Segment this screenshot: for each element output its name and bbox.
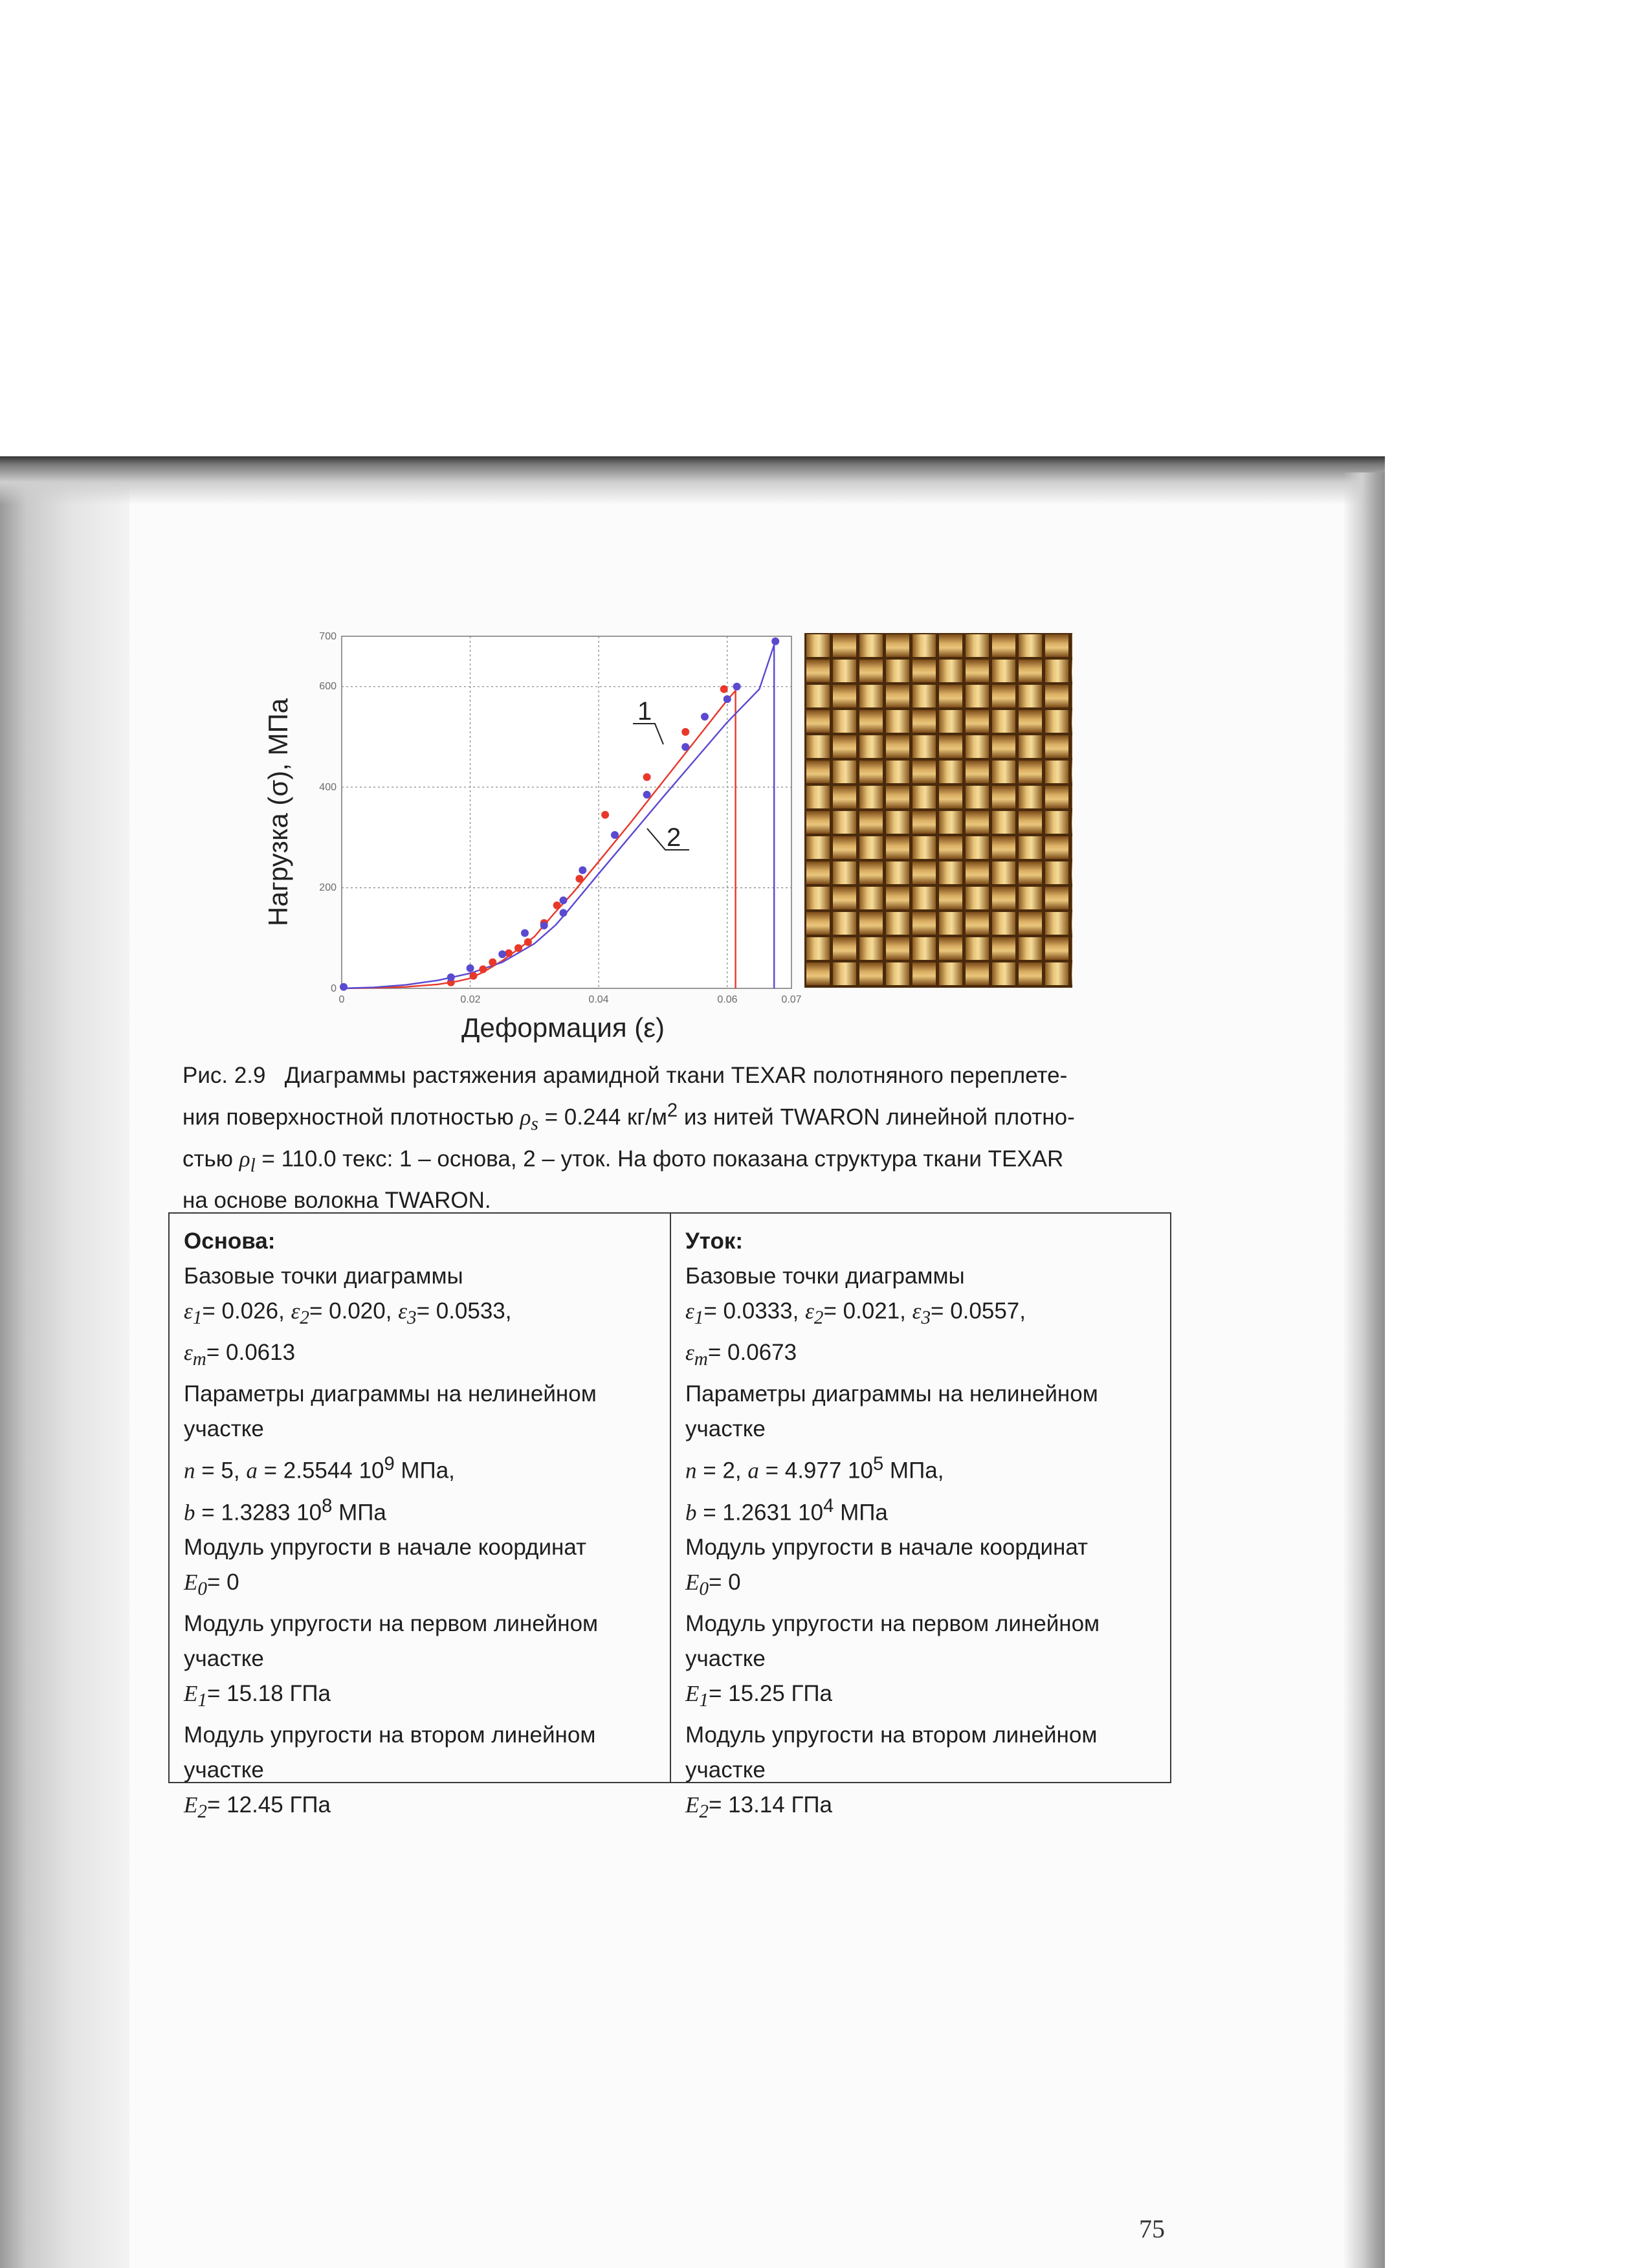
a-value: = 4.977 10 bbox=[765, 1458, 873, 1484]
column-title: Уток: bbox=[685, 1228, 744, 1254]
curve-label-2-text: 2 bbox=[667, 823, 681, 852]
e1-heading: Модуль упругости на первом линейном bbox=[184, 1611, 599, 1637]
E-symbol: E bbox=[685, 1681, 700, 1707]
series-1-point bbox=[553, 902, 561, 909]
curve-label-1-text: 1 bbox=[637, 697, 652, 726]
eps-value: = 0.0557, bbox=[931, 1298, 1026, 1324]
series-1-point bbox=[601, 811, 609, 819]
series-2-point bbox=[724, 695, 731, 703]
eps-symbol: ε bbox=[685, 1298, 694, 1324]
page-right-edge bbox=[1343, 472, 1385, 2268]
rho-symbol: ρ bbox=[239, 1146, 250, 1172]
eps-symbol: ε bbox=[912, 1298, 922, 1324]
n-value: = 2, bbox=[703, 1458, 742, 1484]
eps-value: = 0.0333, bbox=[703, 1298, 799, 1324]
series-2-point bbox=[611, 831, 619, 839]
series-2-point bbox=[771, 638, 779, 645]
subscript: 0 bbox=[197, 1579, 207, 1600]
eps-symbol: ε bbox=[291, 1298, 300, 1324]
caption-text: ния поверхностной плотностью bbox=[182, 1104, 514, 1130]
fabric-photo bbox=[804, 633, 1072, 988]
series-1-point bbox=[479, 966, 487, 973]
subscript: 2 bbox=[300, 1307, 309, 1328]
eps-m-value bbox=[685, 1335, 1158, 1377]
series-1-point bbox=[681, 728, 689, 736]
params-heading: участке bbox=[184, 1416, 264, 1441]
parameters-table bbox=[168, 1212, 1171, 1823]
eps-value: = 0.020, bbox=[309, 1298, 392, 1324]
subscript: s bbox=[531, 1113, 538, 1135]
series-2-point bbox=[447, 973, 455, 981]
E-symbol: E bbox=[184, 1681, 198, 1707]
e1-value: = 15.18 ГПа bbox=[206, 1681, 331, 1707]
stress-strain-chart bbox=[246, 618, 815, 1043]
base-points-values bbox=[685, 1294, 1158, 1335]
subscript: 1 bbox=[699, 1690, 709, 1711]
b-symbol: b bbox=[184, 1500, 195, 1526]
b-value: = 1.3283 10 bbox=[201, 1500, 322, 1526]
caption-text: стью bbox=[182, 1146, 234, 1172]
superscript: 2 bbox=[667, 1100, 678, 1121]
params-heading: Параметры диаграммы на нелинейном bbox=[685, 1381, 1098, 1406]
e2-heading: Модуль упругости на втором линейном bbox=[184, 1722, 596, 1748]
base-points-heading: Базовые точки диаграммы bbox=[685, 1263, 965, 1289]
eps-value: = 0.0533, bbox=[416, 1298, 512, 1324]
E-symbol: E bbox=[685, 1792, 700, 1818]
unit: МПа bbox=[840, 1500, 888, 1526]
eps-symbol: ε bbox=[398, 1298, 407, 1324]
e0-value: = 0 bbox=[708, 1570, 741, 1595]
caption-line-2 bbox=[182, 1093, 1160, 1142]
e0-value: = 0 bbox=[206, 1570, 239, 1595]
params-heading: участке bbox=[685, 1416, 766, 1441]
subscript: l bbox=[250, 1155, 256, 1176]
binding-shadow bbox=[0, 456, 129, 2268]
osnova-column bbox=[170, 1214, 670, 1823]
subscript: 2 bbox=[813, 1307, 824, 1328]
e1-value: = 15.25 ГПа bbox=[708, 1681, 833, 1707]
y-axis-title: Нагрузка (σ), МПа bbox=[263, 698, 293, 927]
y-tick-label: 700 bbox=[319, 631, 337, 642]
y-tick-label: 600 bbox=[319, 681, 337, 692]
e2-value-row bbox=[685, 1788, 1158, 1829]
n-symbol: n bbox=[184, 1458, 195, 1484]
e2-heading: участке bbox=[685, 1757, 766, 1783]
rho-symbol: ρ bbox=[520, 1104, 531, 1130]
a-symbol: a bbox=[246, 1458, 258, 1484]
series-1-point bbox=[470, 972, 478, 980]
subscript: 2 bbox=[197, 1801, 207, 1823]
n-a-values bbox=[184, 1447, 658, 1489]
x-tick-label: 0.02 bbox=[460, 994, 481, 1005]
e0-heading: Модуль упругости в начале координат bbox=[184, 1535, 587, 1561]
unit: МПа, bbox=[889, 1458, 944, 1484]
series-2-point bbox=[540, 922, 548, 929]
x-axis-title: Деформация (ε) bbox=[461, 1012, 665, 1043]
series-1-point bbox=[575, 875, 583, 883]
e2-value: = 12.45 ГПа bbox=[206, 1792, 331, 1818]
eps-symbol: ε bbox=[184, 1340, 193, 1365]
exponent: 9 bbox=[384, 1454, 395, 1474]
y-tick-label: 0 bbox=[331, 983, 337, 994]
y-tick-label: 200 bbox=[319, 882, 337, 893]
e0-value-row bbox=[184, 1565, 658, 1606]
e0-value-row bbox=[685, 1565, 1158, 1606]
x-tick-label: 0.06 bbox=[717, 994, 738, 1005]
eps-m-value bbox=[184, 1335, 658, 1377]
E-symbol: E bbox=[184, 1570, 198, 1595]
series-1-point bbox=[524, 939, 532, 946]
subscript: 1 bbox=[192, 1307, 203, 1328]
subscript: m bbox=[694, 1349, 708, 1370]
subscript: 3 bbox=[406, 1307, 417, 1328]
eps-value: = 0.0613 bbox=[206, 1340, 296, 1365]
series-2-point bbox=[681, 743, 689, 751]
subscript: 0 bbox=[699, 1579, 709, 1600]
caption-line-3 bbox=[182, 1142, 1160, 1183]
series-2-point bbox=[701, 713, 709, 720]
e0-heading: Модуль упругости в начале координат bbox=[685, 1535, 1089, 1561]
base-points-heading: Базовые точки диаграммы bbox=[184, 1263, 463, 1289]
b-value-row bbox=[184, 1489, 658, 1531]
subscript: 2 bbox=[699, 1801, 709, 1823]
series-2-point bbox=[467, 964, 474, 972]
e2-value: = 13.14 ГПа bbox=[708, 1792, 833, 1818]
n-a-values bbox=[685, 1447, 1158, 1489]
a-value: = 2.5544 10 bbox=[263, 1458, 384, 1484]
params-heading: Параметры диаграммы на нелинейном bbox=[184, 1381, 597, 1406]
e1-value-row bbox=[184, 1676, 658, 1718]
x-ticks bbox=[339, 994, 802, 1005]
caption-text: = 110.0 текс: 1 – основа, 2 – уток. На фото показана структура ткани TEXAR bbox=[261, 1146, 1064, 1172]
e1-value-row bbox=[685, 1676, 1158, 1718]
eps-symbol: ε bbox=[184, 1298, 193, 1324]
exponent: 8 bbox=[322, 1495, 333, 1517]
series-2-point bbox=[733, 683, 741, 691]
y-ticks bbox=[319, 631, 337, 994]
figure-caption bbox=[182, 1058, 1160, 1218]
n-value: = 5, bbox=[201, 1458, 240, 1484]
caption-text: Диаграммы растяжения арамидной ткани TEXAR полотняного переплете- bbox=[284, 1063, 1068, 1088]
y-tick-label: 400 bbox=[319, 782, 337, 793]
b-symbol: b bbox=[685, 1500, 697, 1526]
subscript: m bbox=[192, 1349, 206, 1370]
figure-number: Рис. 2.9 bbox=[182, 1063, 266, 1088]
unit: МПа bbox=[338, 1500, 386, 1526]
series-1-point bbox=[489, 959, 496, 966]
eps-symbol: ε bbox=[685, 1340, 694, 1365]
e1-heading: участке bbox=[184, 1646, 264, 1672]
eps-value: = 0.021, bbox=[823, 1298, 906, 1324]
eps-symbol: ε bbox=[805, 1298, 814, 1324]
x-tick-label: 0.07 bbox=[781, 994, 802, 1005]
a-symbol: a bbox=[747, 1458, 759, 1484]
series-2-point bbox=[340, 983, 348, 991]
page-number: 75 bbox=[1139, 2214, 1165, 2243]
series-2-point bbox=[560, 896, 568, 904]
subscript: 1 bbox=[694, 1307, 704, 1328]
E-symbol: E bbox=[685, 1570, 700, 1595]
series-2-point bbox=[560, 909, 568, 917]
series-2-point bbox=[521, 929, 529, 937]
series-1-point bbox=[720, 685, 728, 693]
caption-value: = 0.244 кг/м bbox=[544, 1104, 667, 1130]
x-tick-label: 0 bbox=[338, 994, 345, 1005]
e1-heading: Модуль упругости на первом линейном bbox=[685, 1611, 1100, 1637]
e1-heading: участке bbox=[685, 1646, 766, 1672]
n-symbol: n bbox=[685, 1458, 697, 1484]
scan-top-edge bbox=[0, 456, 1385, 505]
caption-line-1 bbox=[182, 1058, 1160, 1093]
caption-text: на основе волокна TWARON. bbox=[182, 1187, 491, 1213]
unit: МПа, bbox=[401, 1458, 455, 1484]
base-points-values bbox=[184, 1294, 658, 1335]
e2-value-row bbox=[184, 1788, 658, 1829]
b-value-row bbox=[685, 1489, 1158, 1531]
x-tick-label: 0.04 bbox=[588, 994, 609, 1005]
exponent: 5 bbox=[872, 1454, 884, 1474]
series-1-point bbox=[643, 773, 651, 781]
eps-value: = 0.0673 bbox=[707, 1340, 797, 1365]
utok-column bbox=[670, 1214, 1170, 1823]
series-1-point bbox=[514, 944, 522, 952]
column-title: Основа: bbox=[184, 1228, 276, 1254]
caption-text: из нитей TWARON линейной плотно- bbox=[683, 1104, 1075, 1130]
series-2-point bbox=[643, 791, 651, 799]
series-2-point bbox=[579, 866, 586, 874]
e2-heading: Модуль упругости на втором линейном bbox=[685, 1722, 1098, 1748]
e2-heading: участке bbox=[184, 1757, 264, 1783]
subscript: 3 bbox=[921, 1307, 931, 1328]
E-symbol: E bbox=[184, 1792, 198, 1818]
exponent: 4 bbox=[823, 1495, 834, 1517]
series-2-point bbox=[498, 950, 506, 958]
subscript: 1 bbox=[197, 1690, 207, 1711]
b-value: = 1.2631 10 bbox=[703, 1500, 824, 1526]
eps-value: = 0.026, bbox=[202, 1298, 285, 1324]
